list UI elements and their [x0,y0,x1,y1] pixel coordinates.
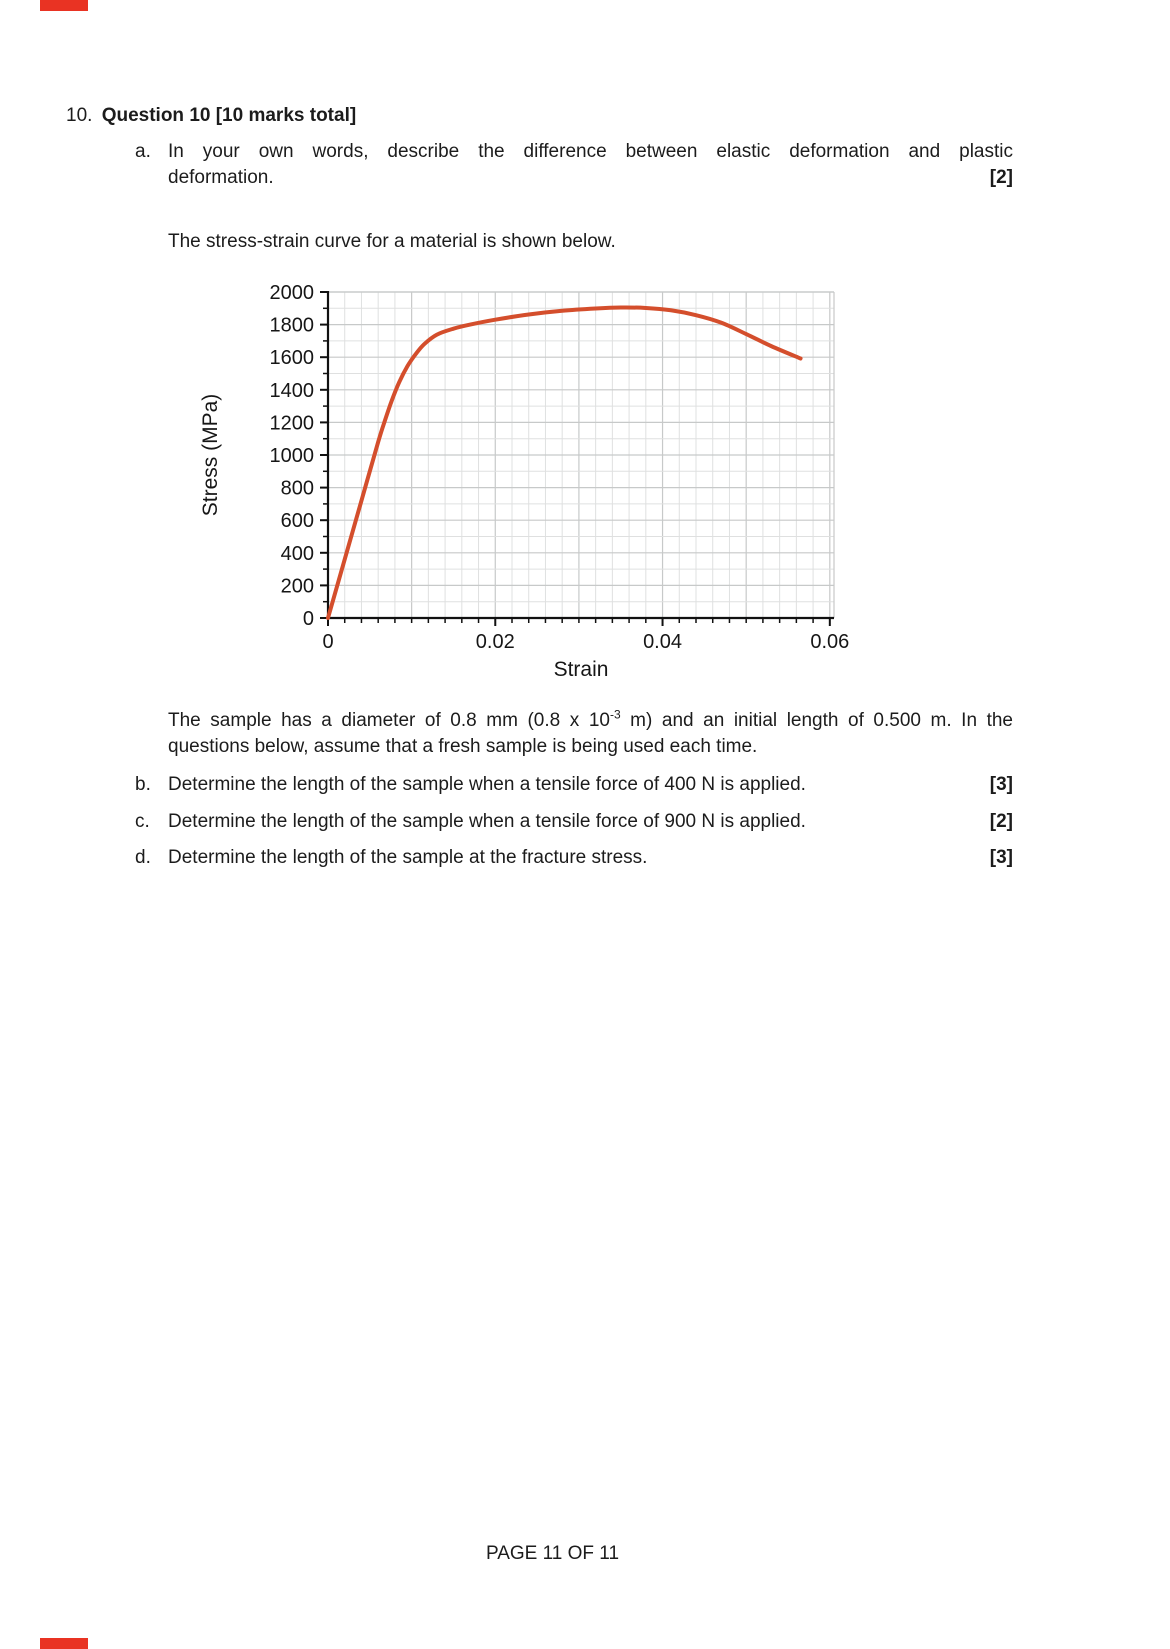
y-axis-title: Stress (MPa) [199,393,222,517]
part-d-text: Determine the length of the sample at the fracture stress. [168,847,648,868]
redaction-mark-bottom [40,1638,88,1649]
x-axis-title: Strain [553,658,609,681]
svg-text:1800: 1800 [269,314,314,337]
svg-text:0.06: 0.06 [810,631,850,653]
part-d-marks: [3] [989,847,1013,868]
svg-text:1200: 1200 [269,412,314,435]
redaction-mark-top [40,0,88,11]
superscript-exponent: -3 [609,707,621,722]
part-b-label: b. [135,774,151,795]
part-a-marks: [2] [989,167,1013,188]
svg-text:0.02: 0.02 [475,631,515,653]
part-b-marks: [3] [989,774,1013,795]
svg-text:0.04: 0.04 [643,631,683,653]
part-d-label: d. [135,847,151,868]
svg-text:2000: 2000 [269,282,314,304]
part-d [135,845,1013,871]
chart-tick-labels [270,282,850,653]
part-a-line2: deformation. [168,167,274,188]
svg-text:0: 0 [302,608,314,630]
part-c-text: Determine the length of the sample when a tensile force of 900 N is applied. [168,811,806,832]
svg-text:800: 800 [280,477,314,500]
part-b [135,772,1013,798]
svg-text:200: 200 [280,575,314,598]
svg-text:1400: 1400 [269,379,314,402]
part-c-label: c. [135,811,150,832]
svg-text:1000: 1000 [269,445,314,467]
question-title: Question 10 [10 marks total] [101,105,357,126]
sample-line2: questions below, assume that a fresh sample is being used each time. [168,736,758,757]
question-number: 10. [66,105,93,126]
part-a-line1: In your own words, describe the difference between elastic deformation and plastic [168,141,1013,162]
part-a [135,139,1013,191]
svg-text:1600: 1600 [269,347,314,370]
chart-ticks [320,292,830,626]
chart-intro: The stress-strain curve for a material is shown below. [168,231,616,252]
stress-strain-chart [195,260,855,690]
part-c [135,809,1013,835]
svg-text:400: 400 [280,542,314,565]
part-b-text: Determine the length of the sample when a tensile force of 400 N is applied. [168,774,806,795]
part-c-marks: [2] [989,811,1013,832]
svg-text:0: 0 [322,631,334,653]
part-a-label: a. [135,141,151,162]
sample-paragraph [168,708,1013,760]
question-heading [66,103,356,129]
sample-line1: The sample has a diameter of 0.8 mm (0.8 x $10^{-3}$ m) and an initial length of 0.500 m. In the [168,707,1013,731]
page-footer: PAGE 11 OF 11 [485,1543,620,1564]
svg-text:600: 600 [280,510,314,533]
